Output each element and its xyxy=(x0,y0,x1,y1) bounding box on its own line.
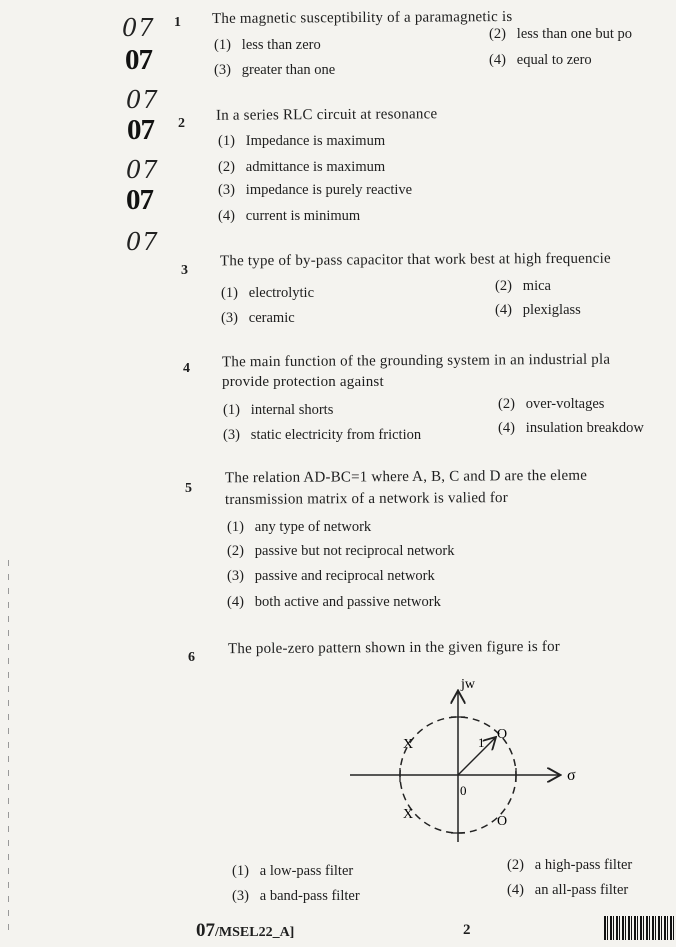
question-number: 4 xyxy=(183,361,190,376)
option: (2) a high-pass filter xyxy=(507,857,633,873)
question-text: The pole-zero pattern shown in the given figure is for xyxy=(227,638,561,658)
option: (4) both active and passive network xyxy=(227,594,441,610)
option: (2) passive but not reciprocal network xyxy=(227,543,455,559)
option: (1) internal shorts xyxy=(223,402,334,418)
zero-mark: O xyxy=(497,814,508,829)
origin-label: 0 xyxy=(460,783,467,798)
pole-mark: X xyxy=(403,807,414,822)
option: (3) passive and reciprocal network xyxy=(227,568,435,584)
question-number: 6 xyxy=(188,650,195,665)
option: (3) static electricity from friction xyxy=(223,427,422,443)
sigma-label: σ xyxy=(567,767,576,784)
paper-code: 07/MSEL22_A] xyxy=(196,920,295,941)
margin-code-handwritten: 07 xyxy=(126,86,159,114)
margin-code-stamped: 07 xyxy=(127,114,154,146)
option: (2) over-voltages xyxy=(498,396,605,412)
option: (1) Impedance is maximum xyxy=(218,133,386,149)
margin-code-stamped: 07 xyxy=(125,44,152,76)
margin-code-handwritten: 07 xyxy=(122,14,155,42)
question-number: 1 xyxy=(174,15,181,30)
option: (2) less than one but po xyxy=(489,26,632,42)
margin-code-stamped: 07 xyxy=(126,184,153,216)
radius-arrow xyxy=(458,738,495,775)
option: (3) greater than one xyxy=(214,62,336,78)
question-text-cont: provide protection against xyxy=(222,374,384,390)
question-number: 2 xyxy=(178,116,185,131)
option: (4) insulation breakdow xyxy=(498,420,644,436)
question-text: In a series RLC circuit at resonance xyxy=(215,106,438,124)
option: (4) plexiglass xyxy=(495,302,581,318)
question-number: 5 xyxy=(185,481,192,496)
margin-dash-line xyxy=(8,560,9,930)
jw-label: jw xyxy=(461,677,475,692)
pole-zero-figure xyxy=(345,672,585,847)
option: (2) mica xyxy=(495,278,551,294)
zero-mark: O xyxy=(497,727,508,742)
option: (4) an all-pass filter xyxy=(507,882,629,898)
question-text: The magnetic susceptibility of a paramagnetic is xyxy=(211,8,513,28)
option: (1) electrolytic xyxy=(221,285,315,301)
option: (4) equal to zero xyxy=(489,52,592,68)
option: (2) admittance is maximum xyxy=(218,159,386,175)
option: (3) a band-pass filter xyxy=(232,888,360,904)
barcode xyxy=(604,916,674,940)
question-text-cont: transmission matrix of a network is valied for xyxy=(224,490,508,508)
margin-code-handwritten: 07 xyxy=(126,228,159,256)
page-number: 2 xyxy=(463,922,471,938)
option: (3) impedance is purely reactive xyxy=(218,182,413,198)
margin-code-handwritten: 07 xyxy=(126,156,159,184)
question-text: The type of by-pass capacitor that work best at high frequencie xyxy=(219,250,611,270)
pole-mark: X xyxy=(403,737,414,752)
question-text: The main function of the grounding system in an industrial pla xyxy=(221,351,611,371)
option: (1) less than zero xyxy=(214,37,321,53)
option: (3) ceramic xyxy=(221,310,295,326)
option: (1) a low-pass filter xyxy=(232,863,354,879)
option: (4) current is minimum xyxy=(218,208,361,224)
question-number: 3 xyxy=(181,263,188,278)
question-text: The relation AD-BC=1 where A, B, C and D are the eleme xyxy=(224,467,588,487)
option: (1) any type of network xyxy=(227,519,372,535)
radius-label: 1 xyxy=(478,735,485,750)
